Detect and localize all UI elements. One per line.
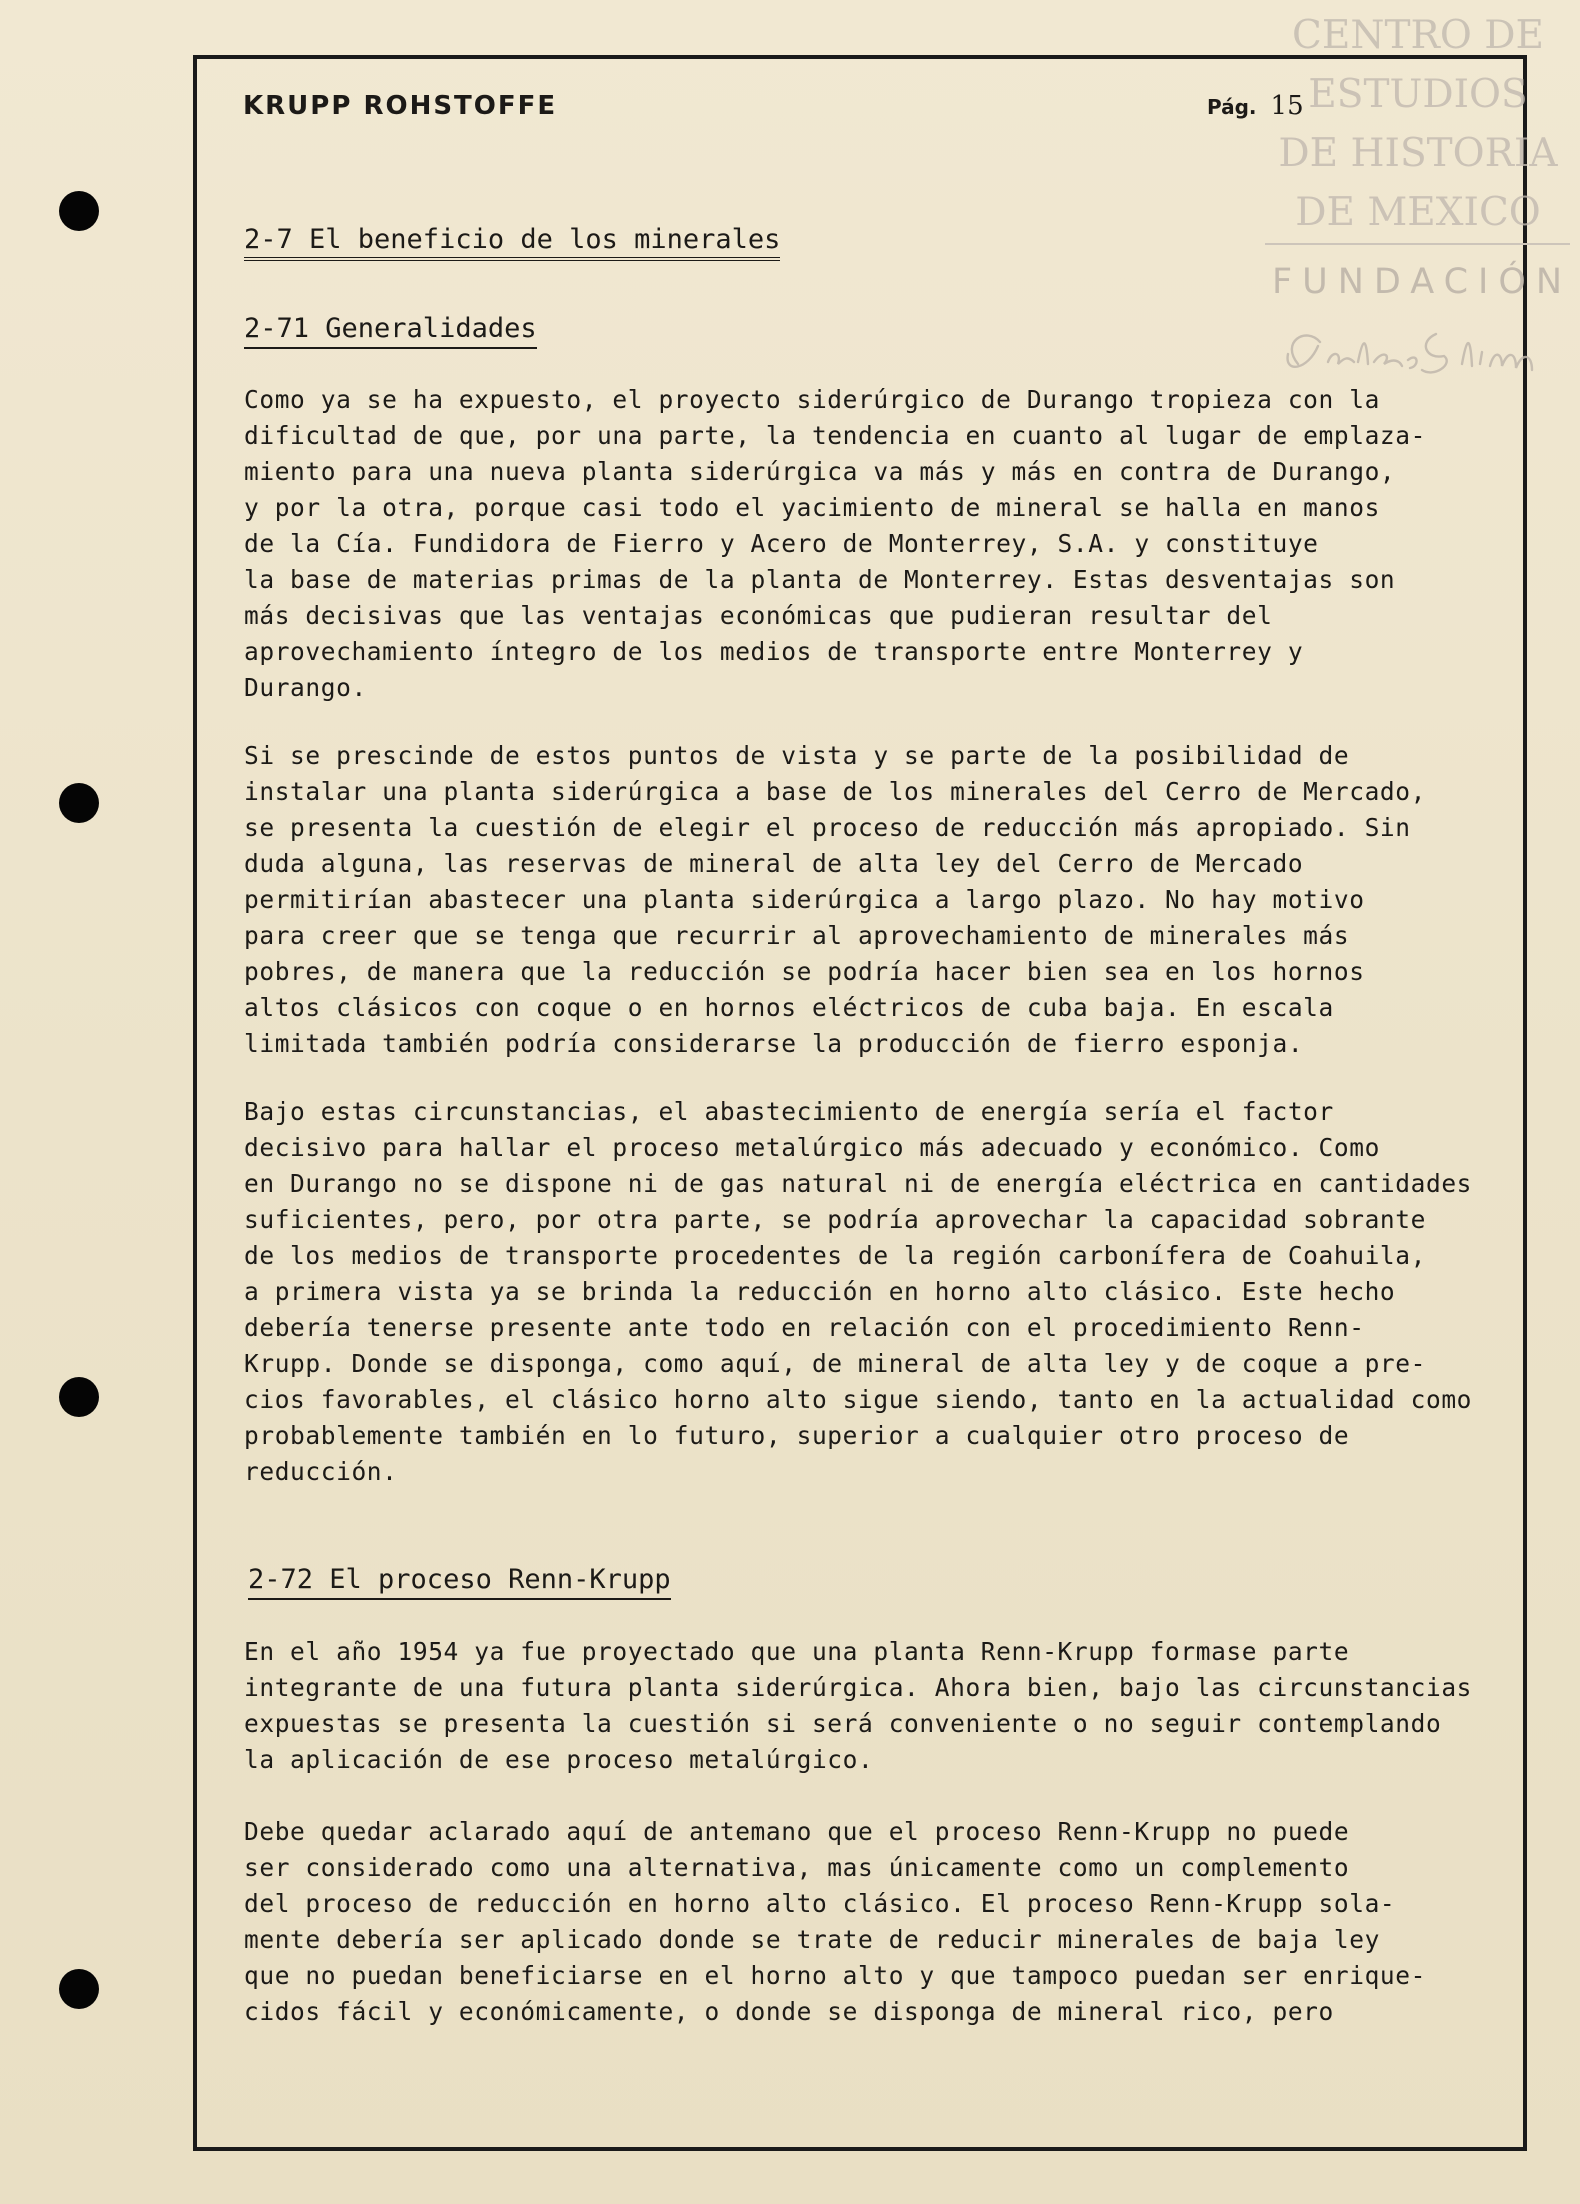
text-line: decisivo para hallar el proceso metalúrgico más adecuado y económico. Como [244, 1133, 1380, 1162]
paragraph [244, 1814, 1426, 2030]
text-line: expuestas se presenta la cuestión si será conveniente o no seguir contemplando [244, 1709, 1442, 1738]
text-line: permitirían abastecer una planta siderúrgica a largo plazo. No hay motivo [244, 885, 1365, 914]
text-line: Krupp. Donde se disponga, como aquí, de mineral de alta ley y de coque a pre- [244, 1349, 1426, 1378]
text-line: Como ya se ha expuesto, el proyecto siderúrgico de Durango tropieza con la [244, 385, 1380, 414]
text-line: miento para una nueva planta siderúrgica va más y más en contra de Durango, [244, 457, 1396, 486]
paragraph [244, 1094, 1472, 1490]
punch-hole [59, 1969, 99, 2009]
text-line: debería tenerse presente ante todo en relación con el procedimiento Renn- [244, 1313, 1365, 1342]
text-line: Bajo estas circunstancias, el abastecimiento de energía sería el factor [244, 1097, 1334, 1126]
punch-hole [59, 1377, 99, 1417]
watermark-line: DE MEXICO [1295, 190, 1541, 235]
subsection-title: 2-71 Generalidades [244, 313, 537, 349]
text-line: En el año 1954 ya fue proyectado que una planta Renn-Krupp formase parte [244, 1637, 1350, 1666]
text-line: Durango. [244, 673, 367, 702]
text-line: cidos fácil y económicamente, o donde se disponga de mineral rico, pero [244, 1997, 1334, 2026]
text-line: y por la otra, porque casi todo el yacimiento de mineral se halla en manos [244, 493, 1380, 522]
text-line: duda alguna, las reservas de mineral de alta ley del Cerro de Mercado [244, 849, 1304, 878]
punch-hole [59, 783, 99, 823]
text-line: altos clásicos con coque o en hornos eléctricos de cuba baja. En escala [244, 993, 1334, 1022]
text-line: pobres, de manera que la reducción se podría hacer bien sea en los hornos [244, 957, 1365, 986]
text-line: del proceso de reducción en horno alto clásico. El proceso Renn-Krupp sola- [244, 1889, 1396, 1918]
text-line: integrante de una futura planta siderúrgica. Ahora bien, bajo las circunstancias [244, 1673, 1473, 1702]
text-line: se presenta la cuestión de elegir el proceso de reducción más apropiado. Sin [244, 813, 1411, 842]
punch-hole [59, 191, 99, 231]
watermark-line: ESTUDIOS [1308, 72, 1528, 117]
text-line: cios favorables, el clásico horno alto sigue siendo, tanto en la actualidad como [244, 1385, 1473, 1414]
archive-watermark [1268, 6, 1568, 242]
text-line: la aplicación de ese proceso metalúrgico. [244, 1745, 874, 1774]
watermark-foundation: FUNDACIÓN [1272, 262, 1573, 302]
watermark-line: DE HISTORIA [1278, 131, 1558, 176]
text-line: Si se prescinde de estos puntos de vista y se parte de la posibilidad de [244, 741, 1350, 770]
text-line: en Durango no se dispone ni de gas natural ni de energía eléctrica en cantidades [244, 1169, 1473, 1198]
text-line: para creer que se tenga que recurrir al aprovechamiento de minerales más [244, 921, 1350, 950]
paragraph [244, 738, 1426, 1062]
company-header: KRUPP ROHSTOFFE [243, 91, 558, 121]
text-line: de la Cía. Fundidora de Fierro y Acero de Monterrey, S.A. y constituye [244, 529, 1319, 558]
text-line: reducción. [244, 1457, 398, 1486]
paragraph [244, 382, 1426, 706]
watermark-divider [1265, 243, 1570, 245]
text-line: mente debería ser aplicado donde se trate de reducir minerales de baja ley [244, 1925, 1380, 1954]
section-title: 2-7 El beneficio de los minerales [244, 224, 780, 261]
text-line: dificultad de que, por una parte, la tendencia en cuanto al lugar de emplaza- [244, 421, 1426, 450]
text-line: aprovechamiento íntegro de los medios de transporte entre Monterrey y [244, 637, 1304, 666]
text-line: probablemente también en lo futuro, superior a cualquier otro proceso de [244, 1421, 1350, 1450]
text-line: a primera vista ya se brinda la reducción en horno alto clásico. Este hecho [244, 1277, 1396, 1306]
text-line: instalar una planta siderúrgica a base de los minerales del Cerro de Mercado, [244, 777, 1426, 806]
text-line: suficientes, pero, por otra parte, se podría aprovechar la capacidad sobrante [244, 1205, 1426, 1234]
text-line: la base de materias primas de la planta de Monterrey. Estas desventajas son [244, 565, 1396, 594]
subsection-title: 2-72 El proceso Renn-Krupp [248, 1564, 671, 1600]
watermark-line: CENTRO DE [1292, 13, 1544, 58]
page-number-header [1207, 91, 1304, 121]
text-line: ser considerado como una alternativa, mas únicamente como un complemento [244, 1853, 1350, 1882]
page-number: 15 [1270, 91, 1304, 121]
watermark-signature [1258, 312, 1578, 392]
paragraph [244, 1634, 1472, 1778]
text-line: más decisivas que las ventajas económicas que pudieran resultar del [244, 601, 1273, 630]
text-line: Debe quedar aclarado aquí de antemano que el proceso Renn-Krupp no puede [244, 1817, 1350, 1846]
text-line: que no puedan beneficiarse en el horno alto y que tampoco puedan ser enrique- [244, 1961, 1426, 1990]
text-line: limitada también podría considerarse la producción de fierro esponja. [244, 1029, 1304, 1058]
page-label: Pág. [1207, 95, 1257, 119]
text-line: de los medios de transporte procedentes de la región carbonífera de Coahuila, [244, 1241, 1426, 1270]
